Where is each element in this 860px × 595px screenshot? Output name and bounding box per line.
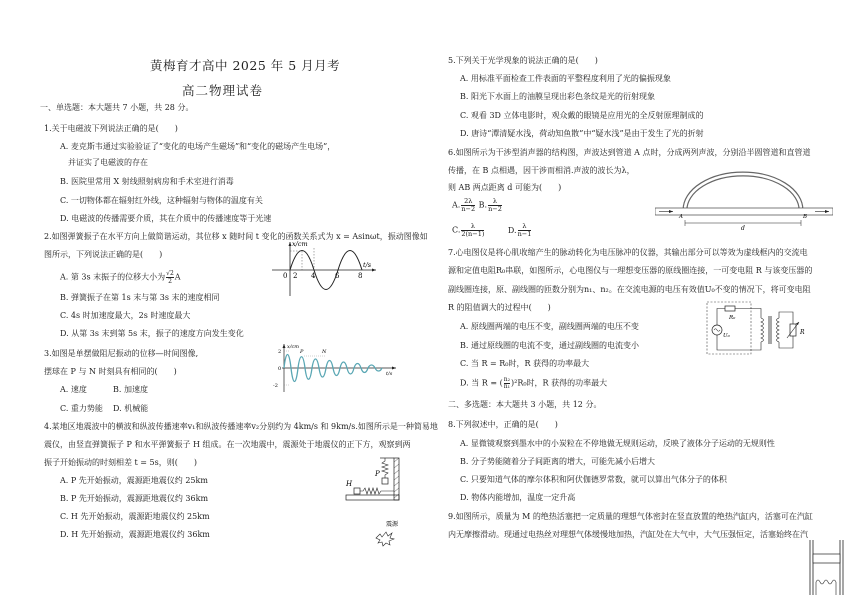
q5-option-b: B. 阳光下水面上的油膜呈现出彩色条纹是光的衍射现象 (460, 92, 655, 101)
q3-option-d: D. 机械能 (113, 404, 149, 413)
point-a: A (679, 214, 683, 220)
q7-circuit-figure (703, 300, 807, 358)
q1-option-c: C. 一切物体都在辐射红外线，这种辐射与物体的温度有关 (60, 196, 263, 205)
u0-label: U₀ (723, 333, 730, 339)
q2-oscillation-graph (268, 238, 380, 300)
q4-seismograph-figure (340, 452, 412, 548)
dashed-box (707, 302, 751, 354)
q5-option-d: D. 唐诗“潭清疑水浅，荷动知鱼散”中“疑水浅”是由于发生了光的折射 (460, 129, 704, 138)
q2-option-a: A. 第 3s 末振子的位移大小为 $\frac{√2}{2}$ A (60, 270, 181, 285)
q6-stem-cont2: 则 AB 两点距离 d 可能为( ) (448, 183, 562, 192)
q2-stem-cont: 图所示，下列说法正确的是( ) (44, 250, 163, 259)
q3-damped-oscillation-graph (270, 342, 402, 394)
resistor-r0 (725, 306, 735, 311)
q3-option-a: A. 速度 (60, 385, 87, 394)
n-label: N (322, 349, 327, 355)
q6-options-ab: A. $\frac{2\lambda}{n-2}$ B. $\frac{\lambda}{n-2}$ (452, 197, 502, 213)
mass-h (354, 488, 360, 494)
x-axis-label: t/s (386, 371, 393, 377)
q8-stem: 8.下列叙述中，正确的是( ) (448, 420, 558, 429)
p-label: P (375, 470, 380, 478)
q2-option-c: C. 4s 时加速度最大，2s 时速度最大 (60, 311, 191, 320)
secondary-coil (777, 318, 780, 342)
q9-cylinder-figure (800, 540, 856, 595)
q5-option-c: C. 观看 3D 立体电影时，观众戴的眼镜是应用光的全反射原理制成的 (460, 111, 704, 120)
x-axis-label: t/s (363, 261, 372, 269)
origin-label: 0 (283, 272, 288, 280)
q7-option-b: B. 通过原线圈的电流不变，通过副线圈的电流变小 (460, 341, 639, 350)
q4-stem: 4.某地区地震波中的横波和纵波传播速率v₁和纵波传播速率v₂分别约为 4km/s 和 9km/s.如图所示是一种简易地 (44, 422, 438, 431)
q1-option-d: D. 电磁波的传播需要介质，其在介质中的传播速度等于光速 (60, 214, 272, 223)
q1-option-b: B. 医院里常用 X 射线照射病房和手术室进行消毒 (60, 177, 234, 186)
h-label: H (346, 480, 353, 488)
q2-option-d: D. 从第 3s 末到第 5s 末，振子的速度方向发生变化 (60, 329, 244, 338)
q3-option-c: C. 重力势能 (60, 404, 103, 413)
q8-option-a: A. 显微镜观察到墨水中的小炭粒在不停地做无规则运动，反映了液体分子运动的无规则性 (460, 439, 775, 448)
q7-stem-cont: 源和定值电阻R₀串联，如图所示，心电图仪与一理想变压器的原线圈连接，一可变电阻 R 与该变压器的 (448, 266, 813, 275)
piston (813, 554, 840, 563)
point-b: B (803, 214, 808, 220)
y-tick: 0 (278, 366, 282, 372)
q7-option-c: C. 当 R = R₀时，R 获得的功率最大 (460, 359, 590, 368)
q4-option-b: B. P 先开始振动，震源距地震仪约 36km (60, 494, 209, 503)
q6-stem-cont: 传播，在 B 点相遇，因干涉而相消.声波的波长为λ， (448, 166, 635, 175)
x-axis-arrow (372, 269, 376, 272)
q6-muffler-figure (655, 170, 833, 232)
q4-option-d: D. H 先开始振动，震源距地震仪约 36km (60, 530, 210, 539)
q9-stem-cont: 内无摩擦滑动。现通过电热丝对理想气体缓慢地加热，汽缸处在大气中，大气压强恒定，活塞始终在汽 (448, 530, 808, 539)
y-tick: 2 (278, 349, 282, 355)
q6-options-cd: C. $\frac{\lambda}{2(n-1)}$ D. $\frac{\lambda}{n-1}$ (452, 222, 532, 238)
p-label: P (300, 349, 304, 355)
exam-title: 黄梅育才高中 2025 年 5 月月考 (150, 58, 341, 73)
q3-option-b: B. 加速度 (113, 385, 148, 394)
half-ring-pipe (685, 174, 801, 210)
distance-label: d (741, 225, 745, 232)
tick-label: 2 (293, 272, 298, 280)
r0-label: R₀ (729, 315, 736, 321)
q8-option-b: B. 分子势能随着分子间距离的增大，可能先减小后增大 (460, 457, 655, 466)
q2-option-b: B. 弹簧振子在第 1s 末与第 3s 末的速度相同 (60, 293, 220, 302)
primary-coil (761, 318, 764, 342)
q4-option-c: C. H 先开始振动，震源距地震仪约 25km (60, 512, 210, 521)
y-axis-label: x/cm (287, 344, 300, 350)
q9-stem: 9.如图所示，质量为 M 的绝热活塞把一定质量的理想气体密封在竖直放置的绝热汽缸内，活塞可在汽缸 (448, 512, 813, 521)
q1-stem: 1.关于电磁波下列说法正确的是( ) (44, 124, 178, 133)
q5-option-a: A. 用标准平面检查工件表面的平整程度利用了光的偏振现象 (460, 74, 671, 83)
source-icon (376, 532, 394, 546)
y-axis-label: x/cm (292, 240, 308, 248)
q7-stem-cont2: 副线圈连接，原、副线圈的匝数分别为n₁、n₂。在交流电源的电压有效值U₀不变的情况下，将可变电阻 (448, 285, 811, 294)
q7-stem-cont3: R 的阻值调大的过程中( ) (448, 303, 551, 312)
q7-option-d: D. 当 R = ( $\frac{\text{n₂}}{\text{n₁}}$ )²R₀时，R 获得的功率最大 (460, 376, 608, 390)
tick-label: 4 (311, 272, 316, 280)
q1-option-a-cont: 并证实了电磁波的存在 (68, 158, 148, 167)
mass-p (382, 478, 388, 484)
source-label: 震源 (386, 521, 399, 528)
q1-option-a: A. 麦克斯韦通过实验验证了“变化的电场产生磁场”和“变化的磁场产生电场”， (60, 142, 336, 151)
q8-option-d: D. 物体内能增加，温度一定升高 (460, 493, 576, 502)
q8-option-c: C. 只要知道气体的摩尔体积和阿伏伽德罗常数，就可以算出气体分子的体积 (460, 475, 727, 484)
r-label: R (800, 329, 805, 336)
section2-heading: 二、多选题：本大题共 3 小题，共 12 分。 (448, 400, 602, 409)
q4-stem-cont2: 振子开始振动的时刻相差 t = 5s，则( ) (44, 458, 197, 467)
q7-option-a: A. 原线圈两端的电压不变，副线圈两端的电压不变 (460, 322, 639, 331)
q4-stem-cont: 震仪，由竖直弹簧振子 P 和水平弹簧振子 H 组成。在一次地震中，震源处于地震仪的正下方，观察到两 (44, 440, 411, 449)
y-tick: -2 (273, 383, 278, 389)
tick-label: 6 (335, 272, 340, 280)
q4-option-a: A. P 先开始振动，震源距地震仪约 25km (60, 476, 208, 485)
q7-stem: 7.心电图仪是将心肌收缩产生的脉动转化为电压脉冲的仪器，其输出部分可以等效为虚线框内的交流电 (448, 248, 808, 257)
tick-label: 8 (358, 272, 363, 280)
section1-heading: 一、单选题：本大题共 7 小题，共 28 分。 (40, 103, 194, 112)
q5-stem: 5.下列关于光学现象的说法正确的是( ) (448, 56, 598, 65)
heating-wire (816, 580, 836, 584)
q3-stem: 3.如图是单摆做阻尼振动的位移—时间图像, (44, 349, 199, 358)
q3-stem-cont: 摆球在 P 与 N 时刻具有相同的( ) (44, 367, 177, 376)
exam-subtitle: 高二物理试卷 (182, 83, 264, 98)
q2-stem: 2.如图弹簧振子在水平方向上做简谐运动，其位移 x 随时间 t 变化的函数关系式为 x = Asinωt，振动图像如 (44, 232, 428, 241)
q6-stem: 6.如图所示为干涉型消声器的结构图，声波达到管道 A 点时，分成两列声波，分别沿半圆管道和直管道 (448, 148, 811, 157)
